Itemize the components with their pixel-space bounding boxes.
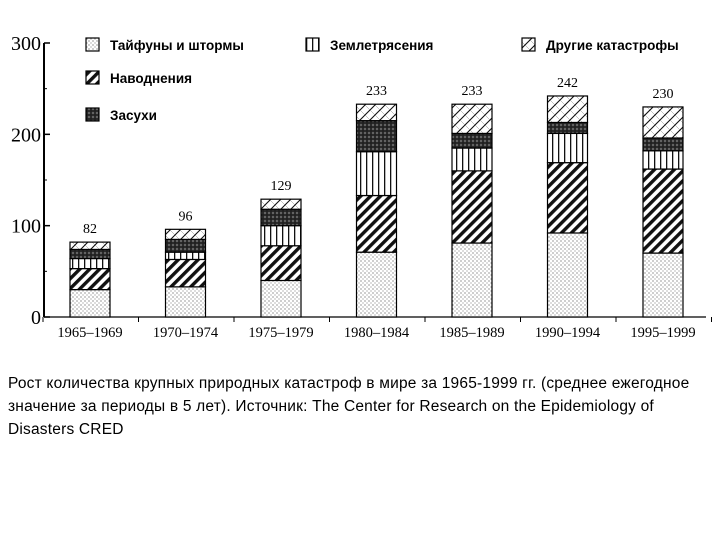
bar-segment	[70, 242, 110, 249]
legend-swatch	[86, 71, 99, 84]
bar-segment	[166, 252, 206, 259]
x-tick-label: 1985–1989	[439, 325, 505, 341]
legend-swatch	[306, 38, 319, 51]
bar-segment	[357, 252, 397, 317]
bar-segment	[643, 138, 683, 151]
bar-segment	[166, 239, 206, 252]
y-tick-label: 200	[11, 124, 41, 147]
bar-segment	[643, 107, 683, 138]
bar-segment	[70, 259, 110, 269]
x-tick-label: 1975–1979	[248, 325, 314, 341]
x-tick-label: 1965–1969	[57, 325, 123, 341]
bar-segment	[166, 229, 206, 239]
bar-segment	[70, 290, 110, 317]
bar-segment	[452, 171, 492, 243]
legend-label: Наводнения	[110, 71, 193, 86]
bar-total-label: 233	[366, 84, 387, 100]
bar-segment	[548, 96, 588, 122]
bar-segment	[643, 253, 683, 317]
bar-segment	[261, 226, 301, 246]
figure-caption: Рост количества крупных природных катастроф в мире за 1965-1999 гг. (среднее ежегодное значение за периоды в 5 лет). Источник: The Center for Research on the Epidemiology of Disasters CRED	[8, 375, 690, 438]
bar-segment	[643, 151, 683, 169]
bar-segment	[357, 196, 397, 253]
bar-segment	[357, 152, 397, 196]
x-tick-label: 1980–1984	[343, 325, 410, 341]
y-tick-label: 100	[11, 215, 41, 238]
bar-total-label: 233	[461, 84, 483, 100]
bar-total-label: 242	[557, 75, 578, 91]
bar-segment	[357, 104, 397, 120]
bar-segment	[548, 122, 588, 133]
bar-segment	[166, 287, 206, 317]
x-tick-label: 1990–1994	[534, 325, 601, 341]
bar-segment	[643, 169, 683, 253]
bar-total-label: 82	[83, 222, 97, 238]
y-tick-label: 300	[11, 33, 41, 55]
y-tick-label: 0	[31, 307, 41, 329]
x-tick-label: 1970–1974	[152, 325, 219, 341]
legend-label: Землетрясения	[330, 38, 434, 53]
bar-segment	[261, 246, 301, 281]
bar-total-label: 129	[270, 179, 292, 195]
bar-segment	[452, 148, 492, 171]
legend-swatch	[522, 38, 535, 51]
bar-segment	[548, 133, 588, 162]
bar-segment	[452, 104, 492, 133]
bar-segment	[357, 121, 397, 152]
bar-segment	[452, 243, 492, 317]
bar-segment	[70, 249, 110, 258]
bar-segment	[261, 209, 301, 225]
bar-segment	[166, 259, 206, 286]
legend-swatch	[86, 38, 99, 51]
bar-segment	[548, 163, 588, 233]
legend-swatch	[86, 108, 99, 121]
bar-segment	[452, 133, 492, 148]
legend-label: Другие катастрофы	[546, 38, 679, 53]
legend-label: Тайфуны и штормы	[110, 38, 244, 53]
bar-total-label: 230	[652, 86, 674, 102]
bar-total-label: 96	[178, 209, 193, 225]
bar-segment	[70, 269, 110, 290]
bar-segment	[261, 199, 301, 209]
bar-segment	[261, 280, 301, 317]
bar-segment	[548, 233, 588, 317]
x-tick-label: 1995–1999	[630, 325, 696, 341]
legend-label: Засухи	[110, 108, 157, 123]
